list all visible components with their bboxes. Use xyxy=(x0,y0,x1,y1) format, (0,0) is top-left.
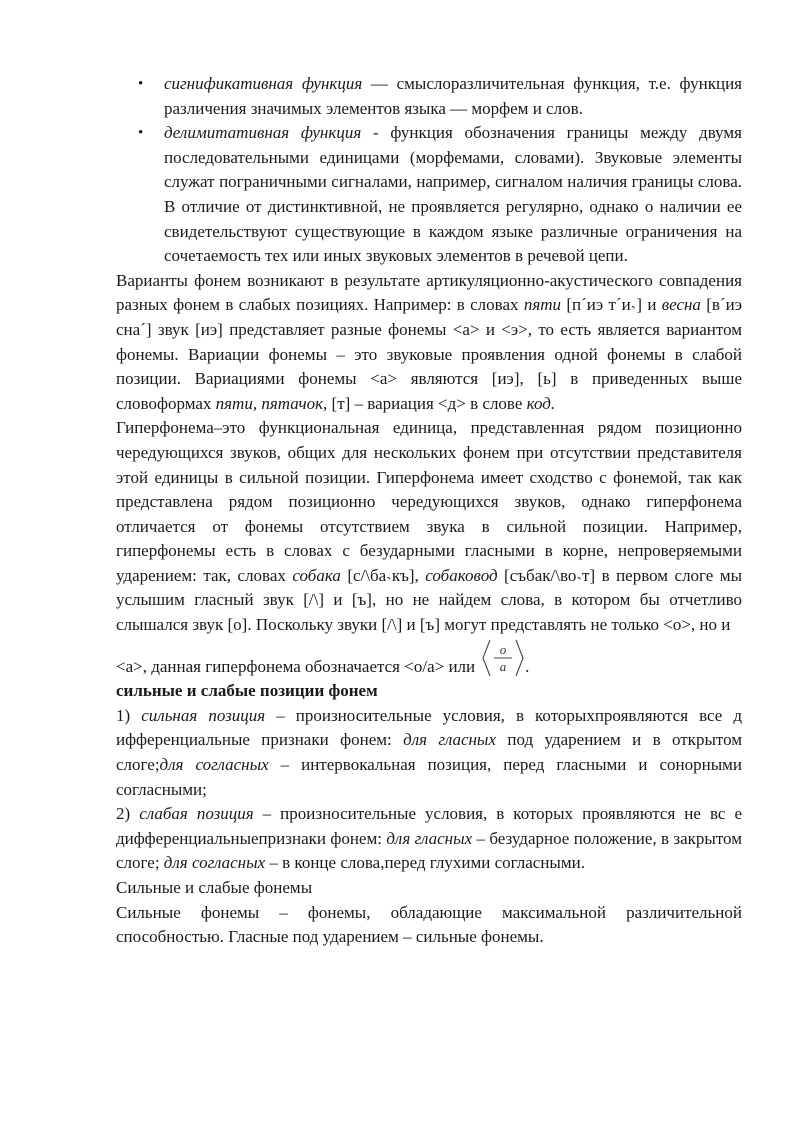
fraction-denominator: а xyxy=(499,658,507,674)
hyperphoneme-notation-line: <а>, данная гиперфонема обозначается <о/а> или о а . xyxy=(116,638,742,680)
section-heading: сильные и слабые позиции фонем xyxy=(116,681,378,701)
weak-position-item: 2) слабая позиция – произносительные условия, в которых проявляются не вс е дифференциальныепризнаки фонем: для гласных – безударное положение, в закрытом слоге; для согласных – в конце слова,перед глухими согласными. xyxy=(116,804,742,873)
term-significative: сигнификативная функция xyxy=(164,74,363,93)
hyperphoneme-paragraph: Гиперфонема–это функциональная единица, представленная рядом позиционно чередующихся звуков, общих для нескольких фонем при отсутствии представителя этой единицы в сильной позиции. Гиперфонема имеет сходство с фонемой, так как представлена рядом позиционно чередующихся звуков, однако гиперфонема отличается от фонемы отсутствием звука в сильной позиции. Например, гиперфонемы есть в словах с безударными гласными в корне, непроверяемыми ударением: так, словах собака [с/\ба˴къ], собаковод [събак/\во˴т] в первом слоге мы услышим гласный звук [/\] и [ъ], но не найдем слова, в котором бы отчетливо слышался звук [о]. Поскольку звуки [/\] и [ъ] могут представлять не только <о>, но и xyxy=(116,418,742,635)
fraction-numerator: о xyxy=(499,641,507,657)
hyperphoneme-fraction-formula xyxy=(481,638,525,678)
strong-position-item: 1) сильная позиция – произносительные условия, в которыхпроявляются все д ифференциальные признаки фонем: для гласных под ударением и в открытом слоге;для согласных – интервокальная позиция, перед гласными и сонорными согласными; xyxy=(116,705,743,799)
document-page xyxy=(116,72,742,950)
list-item: • сигнификативная функция — смыслоразличительная функция, т.е. функция различения значимых элементов языка — морфем и слов. xyxy=(164,72,742,121)
subheading: Сильные и слабые фонемы xyxy=(116,878,313,897)
strong-phonemes-paragraph: Сильные фонемы – фонемы, обладающие максимальной различительной способностью. Гласные под ударением – сильные фонемы. xyxy=(116,902,742,947)
list-item: • делимитативная функция - функция обозначения границы между двумя последовательными единицами (морфемами, словами). Звуковые элементы служат пограничными сигналами, например, сигналом наличия границы слова. В отличие от дистинктивной, не проявляется регулярно, однако о наличии ее свидетельствуют существующие в каждом языке различные ограничения на сочетаемость тех или иных звуковых элементов в речевой цепи. xyxy=(164,121,742,269)
variants-paragraph: Варианты фонем возникают в результате артикуляционно-акустического совпадения разных фонем в слабых позициях. Например: в словах пяти [п´иэ т´и˴] и весна [в´иэ сна´] звук [иэ] представляет разные фонемы <а> и <э>, то есть является вариантом фонемы. Вариации фонемы – это звуковые проявления одной фонемы в слабой позиции. Вариациями фонемы <а> являются [иэ], [ь] в приведенных выше словоформах пяти, пятачок, [т] – вариация <д> в слове код. xyxy=(116,270,743,413)
term-delimitative: делимитативная функция xyxy=(164,123,362,143)
functions-list xyxy=(116,72,742,269)
